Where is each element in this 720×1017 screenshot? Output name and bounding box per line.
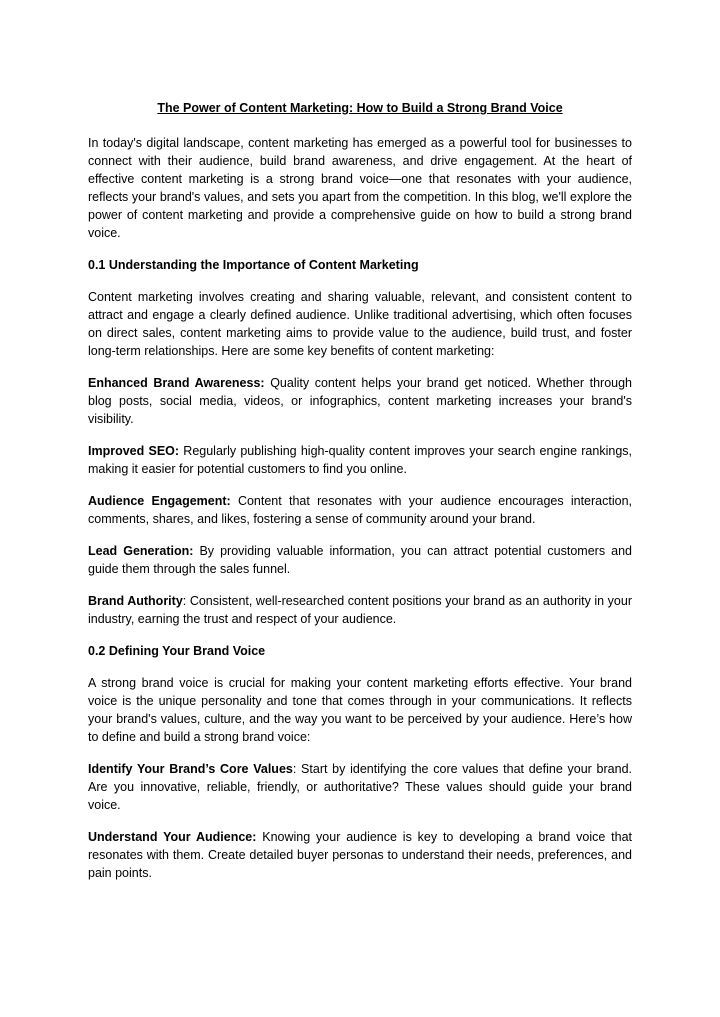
benefit-item [88, 542, 632, 578]
benefit-item [88, 592, 632, 628]
step-text: Knowing your audience is key to developing a brand voice that resonates with them. Create detailed buyer personas to understand their needs, preferences, and pain points. [88, 830, 632, 880]
benefit-text: Content that resonates with your audience encourages interaction, comments, shares, and likes, fostering a sense of community around your brand. [88, 494, 632, 526]
benefit-item [88, 374, 632, 428]
benefit-term: Enhanced Brand Awareness: [88, 376, 265, 390]
benefit-item [88, 492, 632, 528]
benefit-term: Lead Generation: [88, 544, 194, 558]
benefit-text: By providing valuable information, you can attract potential customers and guide them through the sales funnel. [88, 544, 632, 576]
benefit-term: Audience Engagement: [88, 494, 231, 508]
section-heading-brand-voice: 0.2 Defining Your Brand Voice [88, 644, 266, 658]
section-heading-importance: 0.1 Understanding the Importance of Content Marketing [88, 258, 419, 272]
section-body-importance: Content marketing involves creating and sharing valuable, relevant, and consistent content to attract and engage a clearly defined audience. Unlike traditional advertising, which often focuses on direct sales, content marketing aims to provide value to the audience, build trust, and foster long-term relationships. Here are some key benefits of content marketing: [88, 290, 632, 358]
benefit-text: Quality content helps your brand get noticed. Whether through blog posts, social media, videos, or infographics, content marketing increases your brand's visibility. [88, 376, 632, 426]
section-body-brand-voice: A strong brand voice is crucial for making your content marketing efforts effective. Your brand voice is the unique personality and tone that comes through in your communications. It reflects your brand's values, culture, and the way you want to be perceived by your audience. Here’s how to define and build a strong brand voice: [88, 676, 632, 744]
benefit-text: : Consistent, well-researched content positions your brand as an authority in your industry, earning the trust and respect of your audience. [88, 594, 632, 626]
benefit-term: Brand Authority [88, 594, 183, 608]
document-title: The Power of Content Marketing: How to Build a Strong Brand Voice [157, 101, 563, 115]
step-term: Understand Your Audience: [88, 830, 257, 844]
benefit-text: Regularly publishing high-quality content improves your search engine rankings, making it easier for potential customers to find you online. [88, 444, 632, 476]
benefit-term: Improved SEO: [88, 444, 180, 458]
step-term: Identify Your Brand’s Core Values [88, 762, 293, 776]
benefit-item [88, 442, 632, 478]
brand-voice-step [88, 760, 632, 814]
intro-paragraph: In today's digital landscape, content marketing has emerged as a powerful tool for businesses to connect with their audience, build brand awareness, and drive engagement. At the heart of effective content marketing is a strong brand voice—one that resonates with your audience, reflects your brand's values, and sets you apart from the competition. In this blog, we'll explore the power of content marketing and provide a comprehensive guide on how to build a strong brand voice. [88, 136, 632, 240]
step-text: : Start by identifying the core values that define your brand. Are you innovative, reliable, friendly, or authoritative? These values should guide your brand voice. [88, 762, 632, 812]
brand-voice-step [88, 828, 632, 882]
